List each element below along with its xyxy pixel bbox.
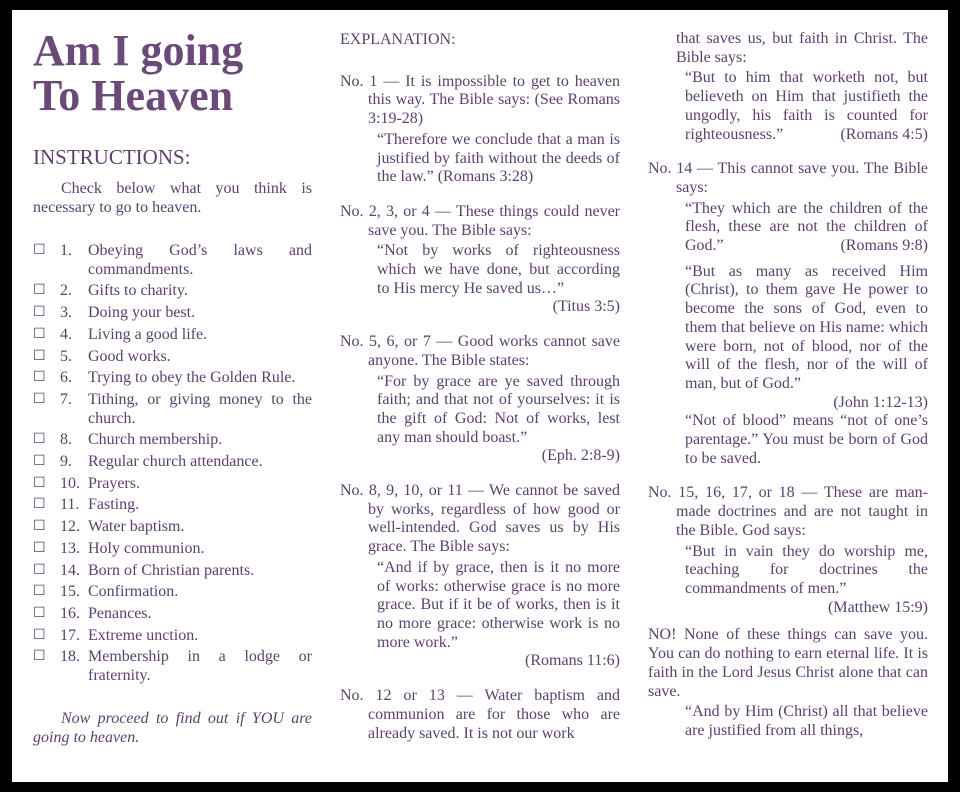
checkbox[interactable]: ☐	[33, 627, 46, 643]
checklist-item[interactable]	[33, 648, 312, 685]
item-number: 8.	[60, 431, 72, 449]
closing-prompt: Now proceed to find out if YOU are going to heaven.	[33, 710, 312, 746]
explanation-paragraph: No. 2, 3, or 4 — These things could never save you. The Bible says:	[340, 202, 620, 239]
checklist-item[interactable]	[33, 242, 312, 279]
explanation-paragraph: No. 12 or 13 — Water baptism and communion are for those who are already saved. It is not our work	[340, 687, 620, 742]
scripture-quote	[648, 200, 928, 256]
explanation-paragraph: No. 8, 9, 10, or 11 — We cannot be saved by works, regardless of how good or well-intended. God saves us by His grace. The Bible says:	[340, 482, 620, 556]
title-line: To Heaven	[33, 71, 234, 120]
instructions-heading: INSTRUCTIONS:	[33, 145, 191, 169]
scripture-citation: (Romans 4:5)	[840, 125, 928, 143]
item-number: 4.	[60, 325, 72, 343]
checkbox[interactable]: ☐	[33, 283, 46, 299]
checklist-item[interactable]	[33, 496, 312, 515]
item-number: 14.	[60, 561, 80, 579]
checkbox[interactable]: ☐	[33, 432, 46, 448]
explanation-paragraph: No. 15, 16, 17, or 18 — These are man-made doctrines and are not taught in the Bible. God says:	[648, 484, 928, 539]
instructions-text: Check below what you think is necessary to go to heaven.	[33, 180, 312, 216]
checklist-item[interactable]	[33, 326, 312, 345]
item-number: 3.	[60, 304, 72, 322]
checkbox[interactable]: ☐	[33, 605, 46, 621]
item-label: Living a good life.	[88, 325, 208, 343]
item-number: 17.	[60, 626, 80, 644]
scripture-quote: “And by Him (Christ) all that believe are justified from all things,	[685, 703, 928, 739]
scripture-quote	[648, 69, 928, 144]
checkbox[interactable]: ☐	[33, 562, 46, 578]
item-label: Doing your best.	[88, 304, 196, 322]
checklist-item[interactable]	[33, 583, 312, 602]
item-label: Regular church attendance.	[88, 453, 263, 471]
checkbox[interactable]: ☐	[33, 243, 46, 258]
checklist-item[interactable]	[33, 453, 312, 472]
checklist-item[interactable]	[33, 562, 312, 581]
explanation-paragraph: No. 5, 6, or 7 — Good works cannot save anyone. The Bible states:	[340, 333, 620, 369]
item-label: Good works.	[88, 347, 171, 365]
checklist-item[interactable]	[33, 369, 312, 388]
item-label: Penances.	[88, 604, 152, 622]
scripture-citation: (Eph. 2:8-9)	[541, 447, 620, 465]
item-number: 2.	[60, 282, 72, 300]
explanation-paragraph: No. 1 — It is impossible to get to heaven this way. The Bible says: (See Romans 3:19-28)	[340, 72, 620, 128]
item-number: 12.	[60, 518, 80, 536]
scripture-quote: “But as many as received Him (Christ), to them gave He power to become the sons of God, even to them that believe on His name: which were born, not of blood, nor of the will of the flesh, nor of the will of man, but of God.”	[685, 262, 928, 392]
column-explanation	[340, 10, 620, 743]
scripture-quote: “But in vain they do worship me, teaching for doctrines the commandments of men.”	[685, 542, 928, 597]
checklist-item[interactable]	[33, 282, 312, 301]
checkbox[interactable]: ☐	[33, 454, 46, 470]
item-number: 10.	[60, 474, 80, 492]
checkbox[interactable]: ☐	[33, 649, 46, 665]
item-label: Holy communion.	[88, 539, 205, 557]
checklist-item[interactable]	[33, 518, 312, 537]
checklist-item[interactable]	[33, 540, 312, 559]
item-label: Trying to obey the Golden Rule.	[88, 369, 296, 387]
item-number: 15.	[60, 583, 80, 601]
column-explanation-continued	[648, 10, 928, 741]
item-label: Fasting.	[88, 496, 140, 514]
checklist-item[interactable]	[33, 475, 312, 494]
checkbox[interactable]: ☐	[33, 584, 46, 600]
title-line: Am I going	[33, 26, 244, 75]
item-label: Obeying God’s laws and commandments.	[88, 242, 312, 278]
scripture-citation: (Titus 3:5)	[552, 298, 620, 316]
tract-page	[12, 10, 948, 782]
item-label: Extreme unction.	[88, 626, 199, 644]
checkbox[interactable]: ☐	[33, 326, 46, 342]
item-number: 11.	[60, 496, 80, 514]
item-label: Confirmation.	[88, 583, 179, 601]
quote-text: “But to him that worketh not, but believeth on Him that justifieth the ungodly, his faith is counted for righteousness.”	[685, 69, 928, 143]
scripture-citation: (Romans 9:8)	[840, 237, 928, 255]
item-label: Membership in a lodge or fraternity.	[88, 648, 312, 685]
checklist-item[interactable]	[33, 304, 312, 323]
quote-text: “They which are the children of the flesh, these are not the children of God.”	[685, 199, 928, 255]
scripture-quote: “Therefore we conclude that a man is justified by faith without the deeds of the law.” (Romans 3:28)	[377, 130, 620, 186]
item-number: 16.	[60, 604, 80, 622]
checkbox[interactable]: ☐	[33, 391, 46, 407]
explanation-note: “Not of blood” means “not of one’s parentage.” You must be born of God to be saved.	[685, 412, 928, 467]
checkbox[interactable]: ☐	[33, 370, 46, 386]
checkbox[interactable]: ☐	[33, 497, 46, 513]
checkbox[interactable]: ☐	[33, 540, 46, 556]
item-number: 13.	[60, 539, 80, 557]
checklist-item[interactable]	[33, 348, 312, 367]
item-label: Prayers.	[88, 474, 140, 492]
scripture-citation: (John 1:12-13)	[833, 393, 928, 411]
scripture-citation: (Romans 11:6)	[525, 652, 620, 670]
checkbox[interactable]: ☐	[33, 519, 46, 535]
item-number: 6.	[60, 369, 72, 387]
checklist-item[interactable]	[33, 391, 312, 428]
checklist-item[interactable]	[33, 605, 312, 624]
scripture-quote: “And if by grace, then is it no more of works: otherwise grace is no more grace. But if it be of works, then is it no more grace: otherwise work is no more work.”	[377, 558, 620, 651]
explanation-heading: EXPLANATION:	[340, 31, 456, 48]
scripture-citation: (Matthew 15:9)	[828, 598, 928, 616]
conclusion-paragraph: NO! None of these things can save you. You can do nothing to earn eternal life. It is faith in the Lord Jesus Christ alone that can save.	[648, 626, 928, 700]
item-number: 5.	[60, 347, 72, 365]
item-label: Church membership.	[88, 431, 223, 449]
page-title	[33, 28, 243, 118]
checklist-item[interactable]	[33, 431, 312, 450]
explanation-paragraph: No. 14 — This cannot save you. The Bible says:	[648, 160, 928, 196]
checklist-item[interactable]	[33, 627, 312, 646]
scripture-quote: “Not by works of righteousness which we have done, but according to His mercy He saved us…”	[377, 242, 620, 297]
checklist	[33, 242, 312, 689]
item-number: 1.	[60, 242, 72, 259]
item-label: Gifts to charity.	[88, 282, 188, 300]
checkbox[interactable]: ☐	[33, 305, 46, 321]
checkbox[interactable]: ☐	[33, 475, 46, 491]
scripture-quote: “For by grace are ye saved through faith; and that not of yourselves: it is the gift of God: Not of works, lest any man should boast.”	[377, 372, 620, 446]
item-label: Born of Christian parents.	[88, 561, 255, 579]
checkbox[interactable]: ☐	[33, 348, 46, 364]
item-number: 9.	[60, 453, 72, 471]
explanation-continuation: that saves us, but faith in Christ. The Bible says:	[676, 30, 928, 66]
item-number: 18.	[60, 648, 80, 666]
item-label: Tithing, or giving money to the church.	[88, 390, 312, 427]
item-number: 7.	[60, 390, 72, 408]
item-label: Water baptism.	[88, 518, 185, 536]
